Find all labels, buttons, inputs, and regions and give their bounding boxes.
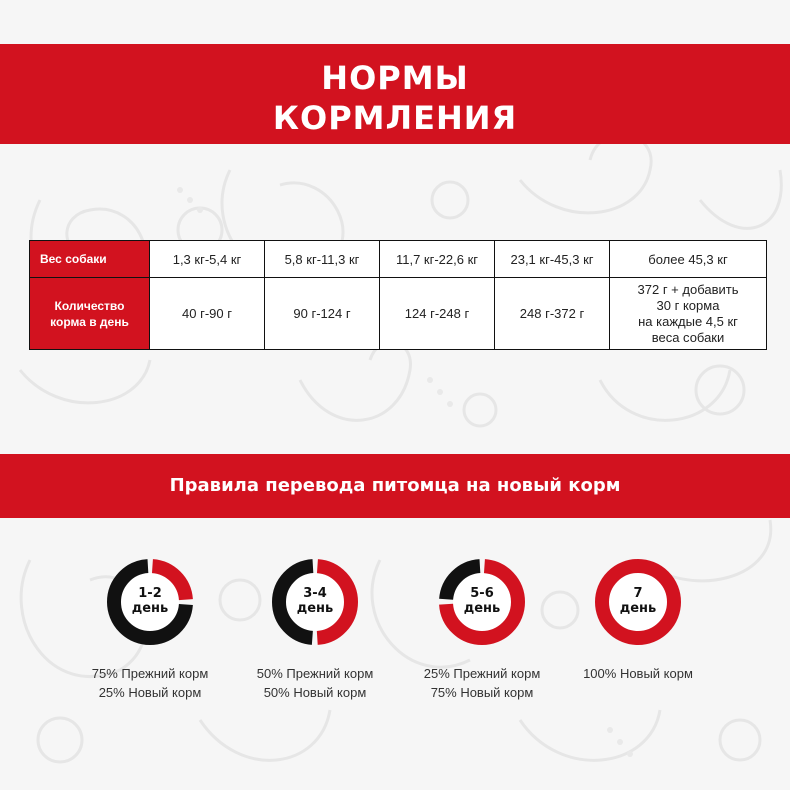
amount-cell: 40 г-90 г: [150, 278, 265, 350]
weight-row: [30, 241, 767, 278]
step-line-1: 75% Прежний корм: [91, 666, 209, 681]
step-days: 7: [633, 586, 643, 601]
ring-label: [392, 586, 572, 616]
weight-cell: 5,8 кг-11,3 кг: [265, 241, 380, 278]
amount-line: 372 г + добавить: [637, 281, 739, 297]
amount-row-header: [30, 278, 150, 350]
title-line-2: КОРМЛЕНИЯ: [272, 99, 518, 137]
amount-header-line-2: корма в день: [50, 314, 129, 329]
step-days: 3-4: [303, 586, 327, 601]
transition-step: [548, 558, 728, 683]
step-line-1: 50% Прежний корм: [256, 666, 374, 681]
step-days: 5-6: [470, 586, 494, 601]
step-day-word: день: [463, 601, 501, 616]
transition-step: [225, 558, 405, 702]
step-line-1: 25% Прежний корм: [423, 666, 541, 681]
amount-header-line-1: Количество: [54, 298, 125, 313]
weight-row-header: Вес собаки: [30, 241, 150, 278]
amount-cell-large: [610, 278, 767, 350]
transition-step: [392, 558, 572, 702]
step-line-2: 75% Новый корм: [430, 685, 534, 700]
step-days: 1-2: [138, 586, 162, 601]
transition-title: Правила перевода питомца на новый корм: [169, 475, 621, 496]
step-day-word: день: [131, 601, 169, 616]
transition-step: [60, 558, 240, 702]
weight-cell: 1,3 кг-5,4 кг: [150, 241, 265, 278]
ring-label: [60, 586, 240, 616]
amount-line: веса собаки: [651, 329, 725, 345]
weight-cell: 11,7 кг-22,6 кг: [380, 241, 495, 278]
amount-cell: 90 г-124 г: [265, 278, 380, 350]
amount-line: на каждые 4,5 кг: [638, 313, 738, 329]
header-banner: [0, 44, 790, 144]
amount-row: [30, 278, 767, 350]
weight-cell: 23,1 кг-45,3 кг: [495, 241, 610, 278]
step-line-2: 25% Новый корм: [98, 685, 202, 700]
step-line-1: 100% Новый корм: [583, 666, 693, 681]
amount-line: 30 г корма: [656, 297, 720, 313]
page-title: [0, 58, 790, 138]
title-line-1: НОРМЫ: [321, 59, 469, 97]
amount-cell: 124 г-248 г: [380, 278, 495, 350]
step-day-word: день: [619, 601, 657, 616]
step-day-word: день: [296, 601, 334, 616]
ring-label: [548, 586, 728, 616]
ring-label: [225, 586, 405, 616]
transition-banner: [0, 454, 790, 518]
amount-cell: 248 г-372 г: [495, 278, 610, 350]
weight-cell: более 45,3 кг: [610, 241, 767, 278]
step-line-2: 50% Новый корм: [263, 685, 367, 700]
feeding-table: [29, 240, 767, 350]
